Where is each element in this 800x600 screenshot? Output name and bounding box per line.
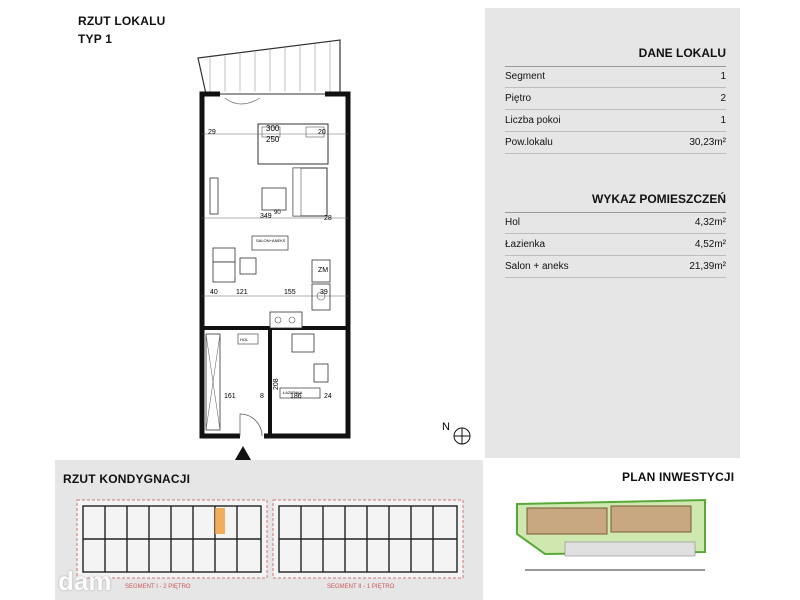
- investment-title: PLAN INWESTYCJI: [622, 470, 735, 484]
- data-row-segment: Segment 1: [505, 66, 726, 88]
- plan-title: RZUT LOKALU: [78, 14, 166, 28]
- apartment-data-title: DANE LOKALU: [638, 46, 726, 60]
- dim-208: 208: [273, 378, 280, 390]
- dim-40: 40: [210, 289, 218, 296]
- dim-186: 186: [290, 393, 302, 400]
- dim-29: 29: [208, 129, 216, 136]
- hol-label: HOL: [240, 337, 249, 342]
- parking: [565, 542, 695, 556]
- dim-161: 161: [224, 393, 236, 400]
- balcony: [198, 40, 340, 94]
- data-row-rooms: Liczba pokoi 1: [505, 110, 726, 132]
- apartment-info-panel: [485, 8, 740, 458]
- salon-label: SALON+ANEKS: [256, 238, 286, 243]
- north-compass-icon: [442, 421, 470, 444]
- dim-8: 8: [260, 393, 264, 400]
- segment-1-label: SEGMENT I - 2 PIĘTRO: [125, 584, 191, 590]
- dim-zm: ZM: [318, 267, 329, 274]
- investment-site-plan: [505, 490, 715, 582]
- plan-type: TYP 1: [78, 32, 113, 46]
- dim-250: 250: [266, 135, 280, 144]
- washbasin: [292, 334, 314, 352]
- rooms-title: WYKAZ POMIESZCZEŃ: [592, 192, 726, 206]
- data-row-floor: Piętro 2: [505, 88, 726, 110]
- dim-90: 90: [274, 210, 281, 216]
- dim-121: 121: [236, 289, 248, 296]
- building-floor-plan: [75, 496, 470, 592]
- dim-39: 39: [320, 289, 328, 296]
- kitchen-sink: [312, 284, 330, 310]
- room-row-salon: Salon + aneks 21,39m²: [505, 256, 726, 278]
- dim-300: 300: [266, 124, 280, 133]
- data-row-area: Pow.lokalu 30,23m²: [505, 132, 726, 154]
- dim-349: 349: [260, 213, 272, 220]
- toilet: [314, 364, 328, 382]
- building-segment-2: [611, 506, 691, 532]
- floor-section-title: RZUT KONDYGNACJI: [63, 472, 191, 486]
- dim-155: 155: [284, 289, 296, 296]
- dining-table: [213, 248, 235, 262]
- apartment-floor-plan: [180, 28, 480, 460]
- dim-20: 20: [318, 129, 326, 136]
- floor-section-panel: [55, 460, 483, 600]
- dim-28: 28: [324, 215, 332, 222]
- watermark-logo: dam: [58, 566, 112, 596]
- bathroom-label: ŁAZIENKA: [283, 390, 303, 395]
- segment-2-label: SEGMENT II - 1 PIĘTRO: [327, 584, 395, 590]
- dim-24: 24: [324, 393, 332, 400]
- entry-arrow-icon: [235, 446, 251, 460]
- building-segment-1: [527, 508, 607, 534]
- north-label: N: [442, 421, 450, 433]
- room-row-hol: Hol 4,32m²: [505, 212, 726, 234]
- tv-cabinet: [210, 178, 218, 214]
- entry-door: [240, 414, 262, 436]
- highlighted-apartment: [215, 508, 225, 534]
- room-row-bathroom: Łazienka 4,52m²: [505, 234, 726, 256]
